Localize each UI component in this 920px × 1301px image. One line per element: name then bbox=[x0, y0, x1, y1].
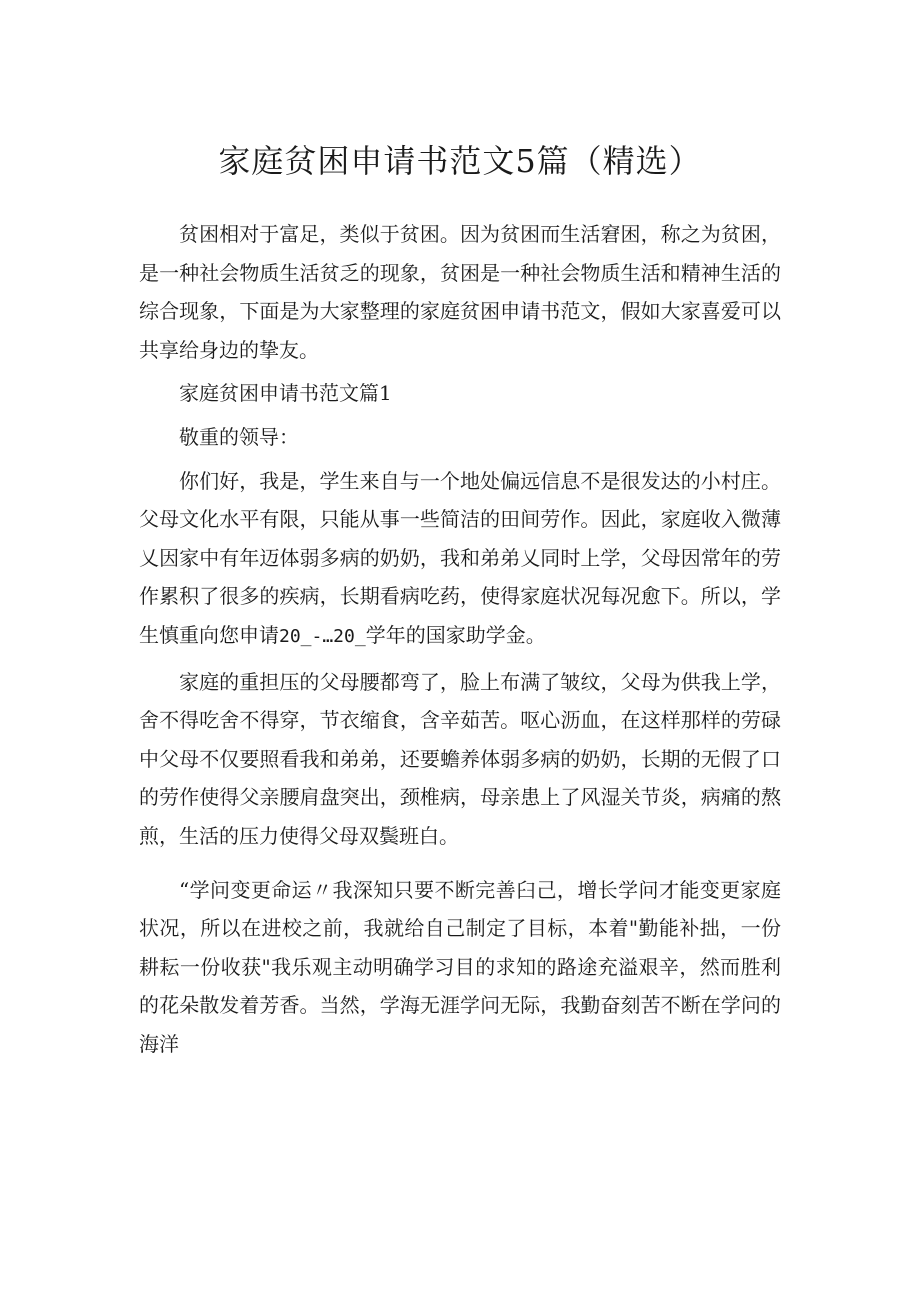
document-title: 家庭贫困申请书范文5篇（精选） bbox=[218, 142, 702, 180]
document-body bbox=[139, 215, 781, 1063]
paragraph-1-year: 20_-…20_ bbox=[279, 625, 366, 647]
section-heading: 家庭贫困申请书范文篇1 bbox=[179, 381, 392, 406]
paragraph-1-end: 学年的国家助学金。 bbox=[365, 622, 546, 647]
paragraph-1-text: 你们好，我是，学生来自与一个地处偏远信息不是很发达的小村庄。父母文化水平有限，只能从事一些简洁的田间劳作。因此，家庭收入微薄乂因家中有年迈体弱多病的奶奶，我和弟弟乂同时上学，父母因常年的劳作累积了很多的疾病，长期看病吃药，使得家庭状况每况愈下。所以，学生慎重向您申请 bbox=[139, 468, 781, 647]
body-paragraph-3: “学问变更命运〃我深知只要不断完善臼己，增长学问才能变更家庭状况，所以在进校之前，我就给自己制定了目标，本着"勤能补拙，一份耕耘一份收获"我乐观主动明确学习目的求知的路途充溢艰辛，然而胜利的花朵散发着芳香。当然，学海无涯学问无际，我勤奋刻苦不断在学问的海洋 bbox=[139, 877, 781, 1056]
salutation: 敬重的领导： bbox=[179, 424, 299, 449]
intro-paragraph: 贫困相对于富足，类似于贫困。因为贫困而生活窘困，称之为贫困，是一种社会物质生活贫乏的现象，贫困是一种社会物质生活和精神生活的综合现象，下面是为大家整理的家庭贫困申请书范文，假如大家喜爱可以共享给身边的挚友。 bbox=[139, 222, 781, 362]
body-paragraph-1 bbox=[139, 462, 781, 657]
body-paragraph-2: 家庭的重担压的父母腰都弯了，脸上布满了皱纹，父母为供我上学，舍不得吃舍不得穿，节衣缩食，含辛茹苦。呕心沥血，在这样那样的劳碌中父母不仅要照看我和弟弟，还要蟾养体弱多病的奶奶，长期的无假了口的劳作使得父亲腰肩盘突出，颈椎病，母亲患上了风湿关节炎，病痛的熬煎，生活的压力使得父母双鬓班白。 bbox=[139, 669, 781, 848]
